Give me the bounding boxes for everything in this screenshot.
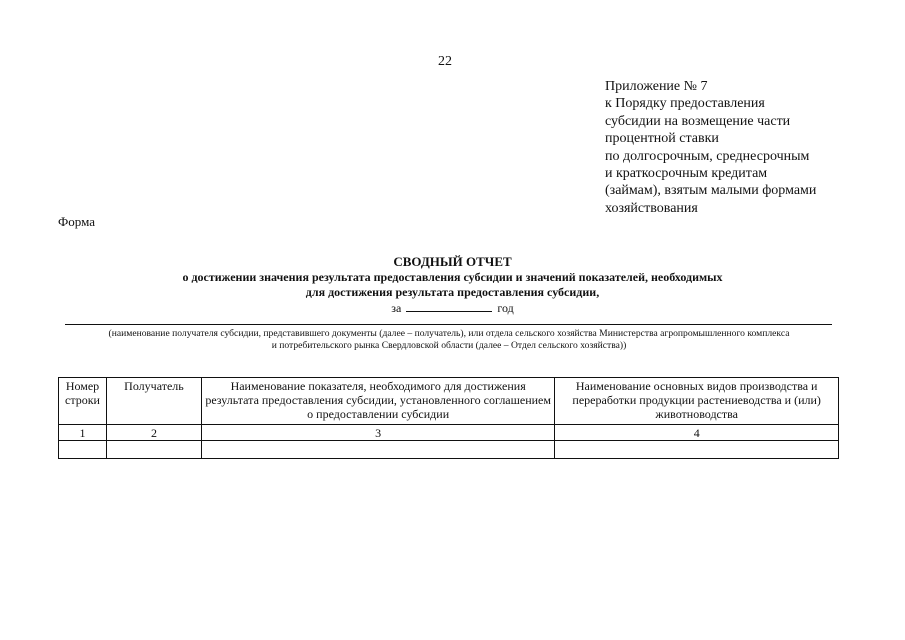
appendix-line: и краткосрочным кредитам — [605, 166, 768, 182]
table-row — [59, 441, 839, 459]
report-table — [58, 377, 839, 459]
column-number: 3 — [201, 425, 554, 441]
report-title: СВОДНЫЙ ОТЧЕТ — [393, 254, 512, 269]
table-cell[interactable] — [201, 441, 554, 459]
header-row-number: Номер строки — [59, 378, 107, 425]
period-blank-field[interactable] — [406, 300, 492, 312]
appendix-line: к Порядку предоставления — [605, 96, 765, 112]
table-cell[interactable] — [555, 441, 839, 459]
recipient-caption — [60, 328, 838, 352]
recipient-caption-line-2: и потребительского рынка Свердловской области (далее – Отдел сельского хозяйства)) — [271, 340, 627, 351]
report-title-block — [0, 254, 905, 317]
form-label: Форма — [58, 214, 95, 229]
appendix-line: (займам), взятым малыми формами — [605, 183, 817, 199]
appendix-block — [605, 78, 816, 217]
report-period — [0, 300, 905, 317]
column-number: 4 — [555, 425, 839, 441]
recipient-caption-line-1: (наименование получателя субсидии, представившего документы (далее – получатель), или отдела сельского хозяйства Министерства агропромышленного комплекса — [108, 328, 790, 339]
report-subtitle-line-2: для достижения результата предоставления субсидии, — [305, 285, 600, 299]
table-column-numbers-row — [59, 425, 839, 441]
appendix-line: процентной ставки — [605, 131, 719, 147]
recipient-blank-line[interactable] — [65, 324, 832, 325]
appendix-line: хозяйствования — [605, 200, 698, 216]
report-subtitle-line-1: о достижении значения результата предоставления субсидии и значений показателей, необходимых — [182, 270, 723, 284]
header-production-types: Наименование основных видов производства и переработки продукции растениеводства и (или) животноводства — [555, 378, 839, 425]
appendix-line: Приложение № 7 — [605, 79, 708, 94]
table-cell[interactable] — [106, 441, 201, 459]
column-number: 1 — [59, 425, 107, 441]
appendix-line: по долгосрочным, среднесрочным — [605, 148, 810, 164]
header-recipient: Получатель — [106, 378, 201, 425]
page-number: 22 — [438, 54, 452, 69]
period-prefix: за — [391, 301, 402, 315]
column-number: 2 — [106, 425, 201, 441]
header-indicator-name: Наименование показателя, необходимого для достижения результата предоставления субсидии, установленного соглашением о предоставлении субсидии — [201, 378, 554, 425]
appendix-line: субсидии на возмещение части — [605, 113, 791, 129]
table-header-row — [59, 378, 839, 425]
table-cell[interactable] — [59, 441, 107, 459]
period-suffix: год — [497, 301, 514, 315]
